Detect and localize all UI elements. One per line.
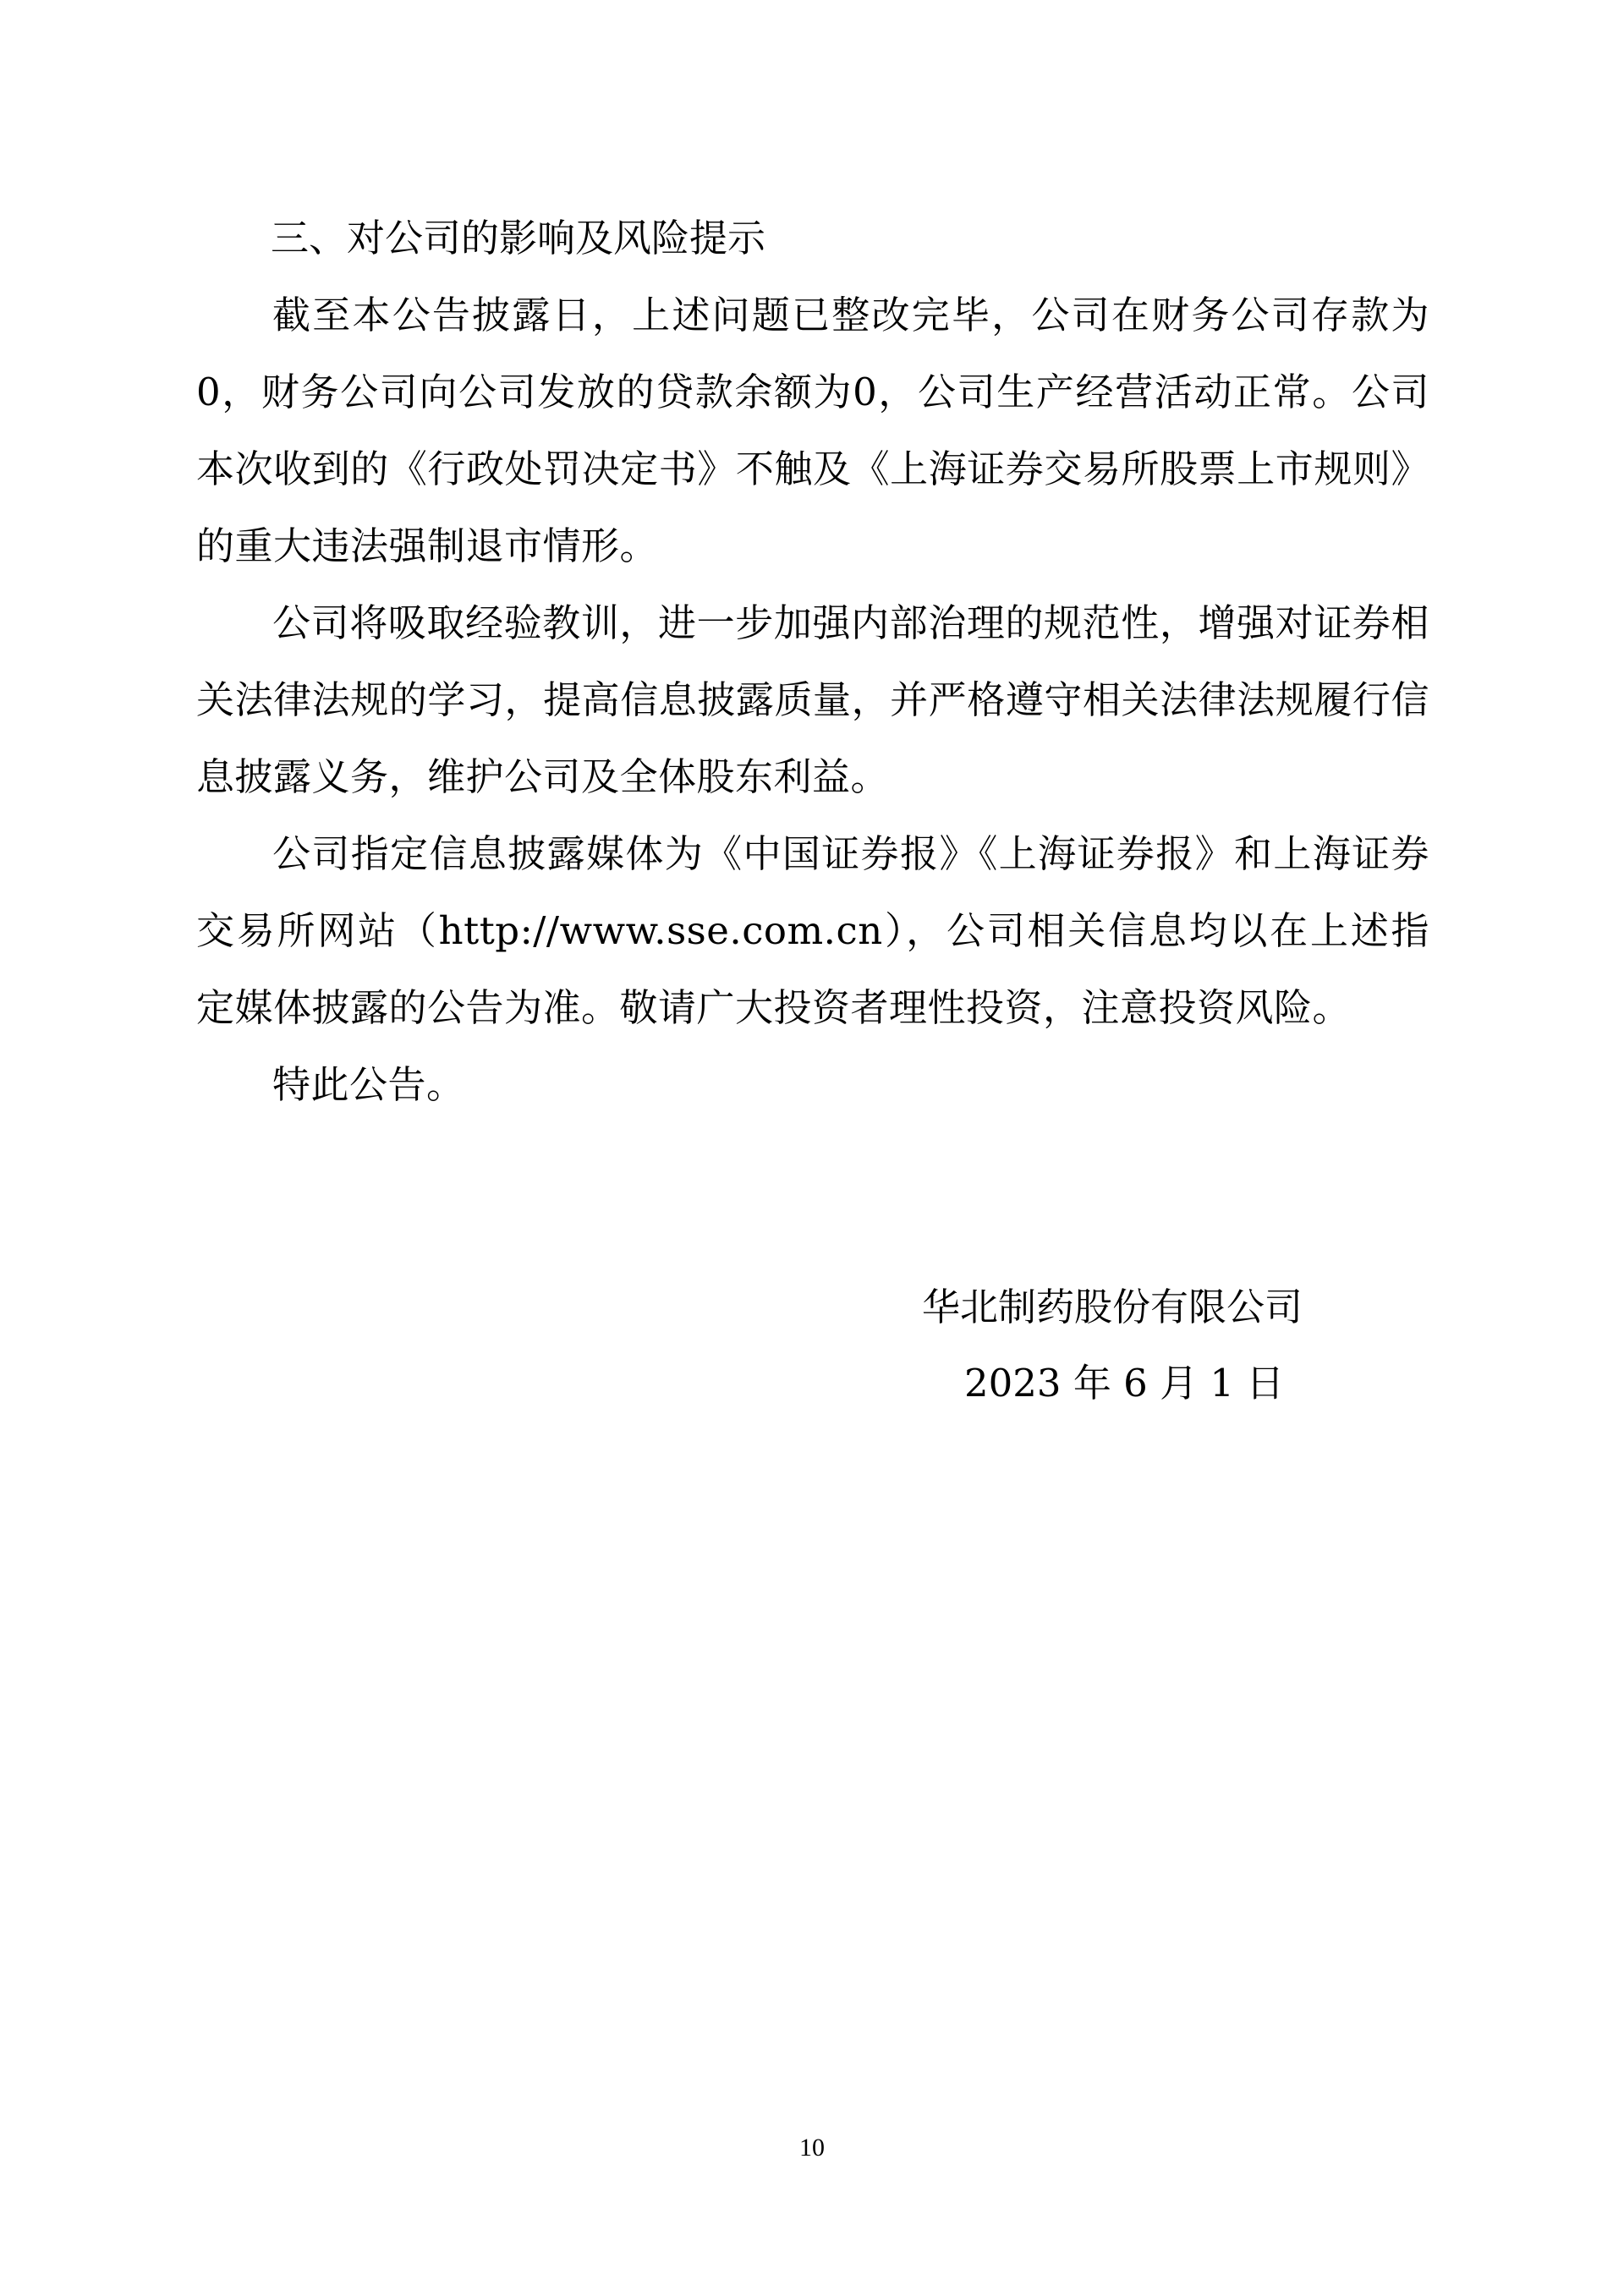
section-heading: 三、对公司的影响及风险提示 [271,216,766,260]
page-number: 10 [799,2134,825,2162]
paragraph-impact: 截至本公告披露日，上述问题已整改完毕，公司在财务公司存款为 0，财务公司向公司发放的贷款余额为0，公司生产经营活动正常。公司本次收到的《行政处罚决定书》不触及《上海证券交易所股票上市规则》的重大违法强制退市情形。 [196,293,1429,568]
paragraph-lessons: 公司将吸取经验教训，进一步加强内部治理的规范性，增强对证券相关法律法规的学习，提高信息披露质量，并严格遵守相关法律法规履行信息披露义务，维护公司及全体股东利益。 [196,600,1429,799]
paragraph-closing: 特此公告。 [272,1062,465,1107]
paragraph-media: 公司指定信息披露媒体为《中国证券报》《上海证券报》和上海证券交易所网站（http://www.sse.com.cn），公司相关信息均以在上述指定媒体披露的公告为准。敬请广大投资者理性投资，注意投资风险。 [196,831,1429,1030]
signature-date: 2023 年 6 月 1 日 [964,1361,1285,1406]
signature-company: 华北制药股份有限公司 [922,1285,1303,1329]
